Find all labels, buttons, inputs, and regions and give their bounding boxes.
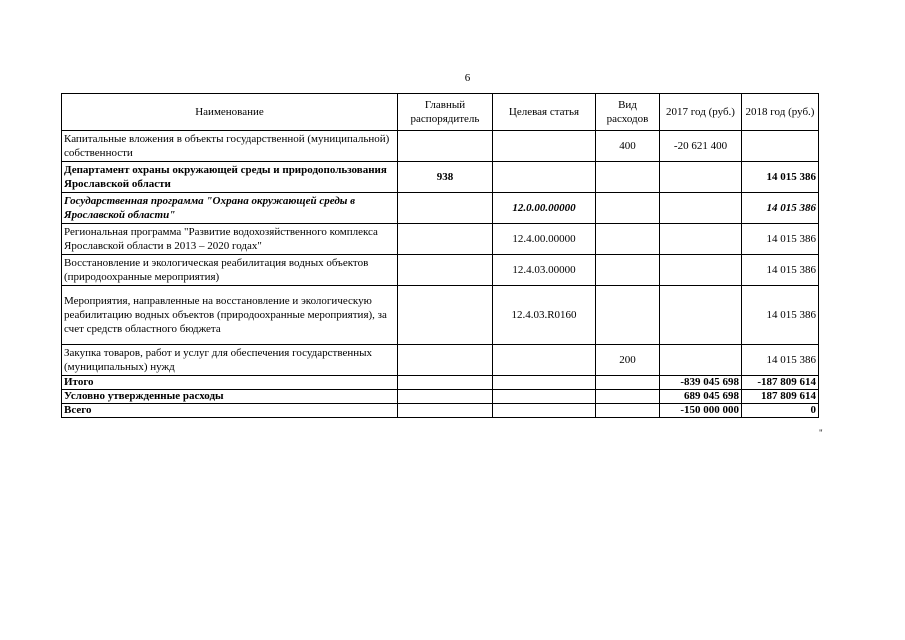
row-target — [493, 345, 596, 376]
row-2017: 689 045 698 — [660, 390, 742, 404]
table-row — [62, 255, 819, 286]
table-header-row — [62, 94, 819, 131]
row-expense-type — [596, 255, 660, 286]
closing-quote: " — [819, 428, 823, 438]
row-expense-type — [596, 390, 660, 404]
row-manager — [398, 376, 493, 390]
row-target — [493, 162, 596, 193]
row-expense-type: 400 — [596, 131, 660, 162]
row-target — [493, 131, 596, 162]
table-row — [62, 345, 819, 376]
row-target: 12.4.03.R0160 — [493, 286, 596, 345]
header-expense-type: Вид расходов — [596, 94, 660, 131]
row-2018: 187 809 614 — [742, 390, 819, 404]
row-name: Закупка товаров, работ и услуг для обеспечения государственных (муниципальных) нужд — [62, 345, 398, 376]
row-2018: 14 015 386 — [742, 286, 819, 345]
row-manager — [398, 404, 493, 418]
row-2018: 14 015 386 — [742, 255, 819, 286]
conditional-expenses-row — [62, 390, 819, 404]
row-2017 — [660, 193, 742, 224]
row-name: Департамент охраны окружающей среды и природопользования Ярославской области — [62, 162, 398, 193]
row-expense-type — [596, 193, 660, 224]
row-name: Государственная программа "Охрана окружающей среды в Ярославской области" — [62, 193, 398, 224]
row-name: Итого — [62, 376, 398, 390]
row-target — [493, 390, 596, 404]
row-target: 12.0.00.00000 — [493, 193, 596, 224]
header-name: Наименование — [62, 94, 398, 131]
table-row — [62, 131, 819, 162]
row-target: 12.4.00.00000 — [493, 224, 596, 255]
row-manager — [398, 193, 493, 224]
row-name: Мероприятия, направленные на восстановление и экологическую реабилитацию водных объектов (природоохранные мероприятия), за счет средств областного бюджета — [62, 286, 398, 345]
row-expense-type — [596, 286, 660, 345]
row-manager: 938 — [398, 162, 493, 193]
row-expense-type — [596, 376, 660, 390]
total-row — [62, 376, 819, 390]
row-target — [493, 404, 596, 418]
budget-table — [61, 93, 819, 418]
header-manager: Главный распорядитель — [398, 94, 493, 131]
row-2018: -187 809 614 — [742, 376, 819, 390]
row-manager — [398, 286, 493, 345]
page-number: 6 — [464, 72, 471, 84]
row-manager — [398, 390, 493, 404]
row-name: Восстановление и экологическая реабилитация водных объектов (природоохранные мероприятия) — [62, 255, 398, 286]
row-2018: 14 015 386 — [742, 345, 819, 376]
row-expense-type — [596, 404, 660, 418]
table-row — [62, 224, 819, 255]
row-name: Всего — [62, 404, 398, 418]
table-row — [62, 162, 819, 193]
row-expense-type — [596, 162, 660, 193]
row-2017 — [660, 286, 742, 345]
row-2017 — [660, 345, 742, 376]
row-2017: -20 621 400 — [660, 131, 742, 162]
row-2017 — [660, 255, 742, 286]
header-2018: 2018 год (руб.) — [742, 94, 819, 131]
header-target: Целевая статья — [493, 94, 596, 131]
row-2017: -839 045 698 — [660, 376, 742, 390]
row-manager — [398, 255, 493, 286]
row-expense-type: 200 — [596, 345, 660, 376]
grand-total-row — [62, 404, 819, 418]
table-row — [62, 286, 819, 345]
header-2017: 2017 год (руб.) — [660, 94, 742, 131]
table-row — [62, 193, 819, 224]
row-target: 12.4.03.00000 — [493, 255, 596, 286]
row-2018: 0 — [742, 404, 819, 418]
row-2017 — [660, 224, 742, 255]
row-expense-type — [596, 224, 660, 255]
row-2018 — [742, 131, 819, 162]
row-2018: 14 015 386 — [742, 193, 819, 224]
row-name: Капитальные вложения в объекты государственной (муниципальной) собственности — [62, 131, 398, 162]
row-manager — [398, 345, 493, 376]
row-2017 — [660, 162, 742, 193]
row-2017: -150 000 000 — [660, 404, 742, 418]
row-manager — [398, 224, 493, 255]
row-2018: 14 015 386 — [742, 224, 819, 255]
row-target — [493, 376, 596, 390]
row-name: Условно утвержденные расходы — [62, 390, 398, 404]
row-name: Региональная программа "Развитие водохозяйственного комплекса Ярославской области в 2013 – 2020 годах" — [62, 224, 398, 255]
row-2018: 14 015 386 — [742, 162, 819, 193]
row-manager — [398, 131, 493, 162]
